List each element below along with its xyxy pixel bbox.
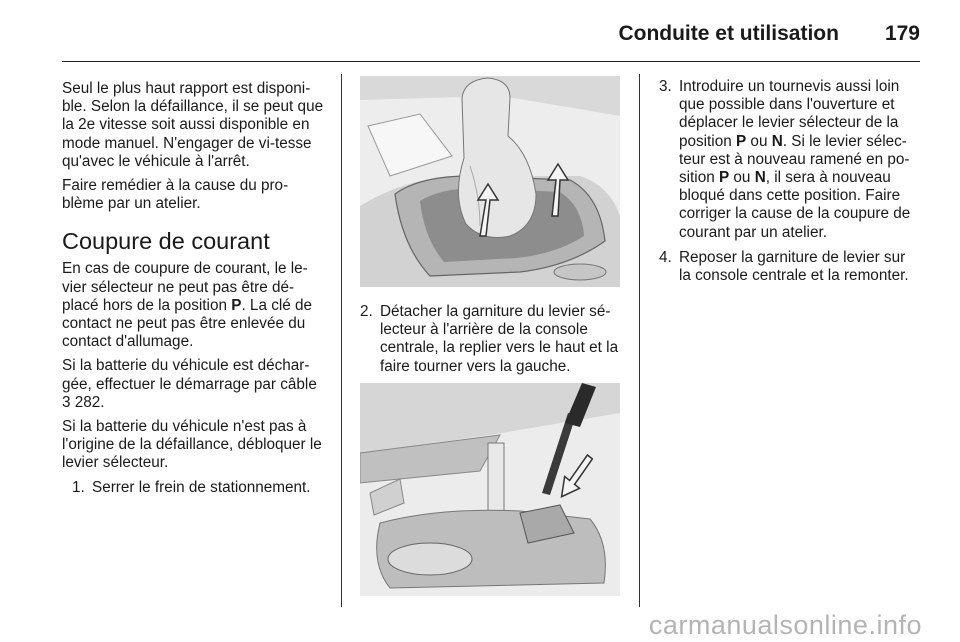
list-item-step-1: 1. Serrer le frein de stationnement.: [72, 478, 311, 496]
paragraph-unlock-lever: Si la batterie du véhicule n'est pas à l'origine de la défaillance, débloquer le levier sélecteur.: [62, 418, 322, 472]
section-title: Conduite et utilisation: [618, 22, 839, 45]
paragraph-workshop: Faire remédier à la cause du pro‐blème par un atelier.: [62, 177, 289, 213]
page-reference-link[interactable]: 3 282.: [62, 393, 105, 411]
heading-power-cut: Coupure de courant: [62, 228, 270, 255]
column-left: [62, 80, 326, 504]
paragraph-battery-discharged: Si la batterie du véhicule est déchar‐gée, effectuer le démarrage par câble 3 282.: [62, 357, 317, 411]
column-right: [659, 78, 921, 292]
list-item-step-2: 2. Détacher la garniture du levier sé‐lecteur à l'arrière de la console centrale, la replier vers le haut et la faire tourner vers la gauche.: [360, 303, 619, 375]
page-number: 179: [884, 22, 920, 45]
column-divider-2: [639, 74, 640, 607]
figure-gear-lever-trim: [360, 76, 620, 287]
paragraph-power-cut: En cas de coupure de courant, le le‐vier sélecteur ne peut pas être dé‐placé hors de la position P. La clé de contact ne peut pas être enlevée du contact d'allumage.: [62, 260, 313, 351]
header-rule: [62, 61, 920, 62]
page-header: [62, 14, 920, 54]
list-item-step-3: 3. Introduire un tournevis aussi loin que possible dans l'ouverture et déplacer le levier sélecteur de la position P ou N. Si le levier sélec‐teur est à nouveau ramené en po‐sition P ou N, il sera à nouveau bloqué dans cette position. Faire corriger la cause de la coupure de courant par un atelier.: [659, 78, 911, 241]
watermark: carmanualsonline.info: [648, 610, 922, 640]
list-item-step-4: 4. Reposer la garniture de levier sur la console centrale et la remonter.: [659, 248, 909, 285]
paragraph-highest-gear: Seul le plus haut rapport est disponi‐ble. Selon la défaillance, il se peut que la 2e vitesse soit aussi disponible en mode manuel. N'engager de vi‐tesse qu'avec le véhicule à l'arrêt.: [62, 80, 324, 170]
figure-screwdriver-unlock: [360, 383, 620, 596]
column-divider-1: [341, 74, 342, 607]
column-middle: [360, 76, 622, 596]
